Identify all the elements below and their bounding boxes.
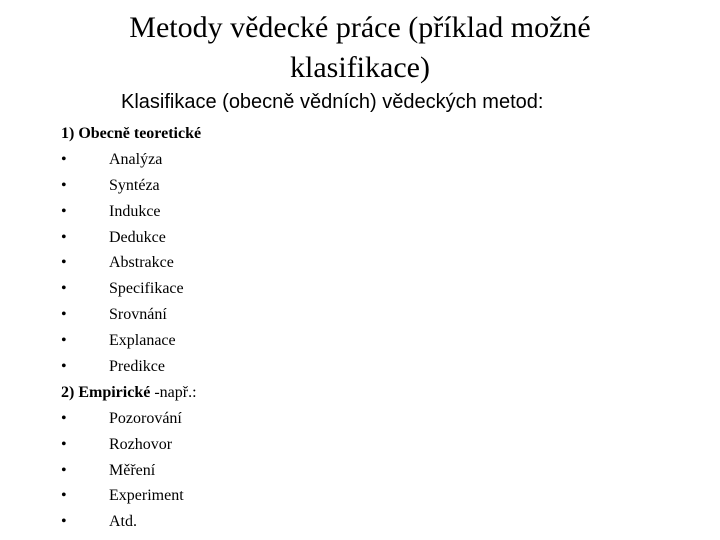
list-item-label: Rozhovor — [109, 435, 173, 453]
bullet-icon: • — [61, 513, 67, 531]
bullet-icon: • — [61, 332, 67, 350]
list-item-label: Atd. — [109, 513, 137, 531]
bullet-icon: • — [61, 461, 67, 479]
bullet-icon: • — [61, 306, 67, 324]
list-item-label: Dedukce — [109, 228, 166, 246]
bullet-icon: • — [61, 435, 67, 453]
list-item-label: Predikce — [109, 358, 165, 376]
bullet-icon: • — [61, 487, 67, 505]
list-item-label: Specifikace — [109, 280, 184, 298]
section-heading-theoretical — [61, 121, 701, 147]
list-item — [61, 354, 701, 380]
list-item — [61, 225, 701, 251]
list-item-label: Pozorování — [109, 409, 182, 427]
list-item — [61, 276, 701, 302]
section-heading-empirical — [61, 380, 701, 406]
list-item — [61, 406, 701, 432]
list-item-label: Abstrakce — [109, 254, 174, 272]
bullet-icon: • — [61, 280, 67, 298]
method-list — [61, 121, 701, 535]
section-heading-suffix: -např.: — [150, 383, 197, 401]
list-item — [61, 199, 701, 225]
list-item — [61, 250, 701, 276]
list-item-label: Srovnání — [109, 306, 167, 324]
list-item-label: Analýza — [109, 150, 163, 168]
bullet-icon: • — [61, 358, 67, 376]
list-item-label: Syntéza — [109, 176, 160, 194]
list-item-label: Měření — [109, 461, 156, 479]
list-item — [61, 458, 701, 484]
list-item — [61, 483, 701, 509]
list-item — [61, 509, 701, 535]
list-item-label: Indukce — [109, 202, 161, 220]
list-item — [61, 302, 701, 328]
section-heading-label: 2) Empirické — [61, 383, 151, 401]
slide-title-line-2: klasifikace) — [290, 51, 430, 84]
section-heading-label: 1) Obecně teoretické — [61, 125, 202, 142]
bullet-icon: • — [61, 228, 67, 246]
list-item — [61, 432, 701, 458]
bullet-icon: • — [61, 176, 67, 194]
list-item — [61, 328, 701, 354]
bullet-icon: • — [61, 150, 67, 168]
list-item-label: Explanace — [109, 332, 176, 350]
bullet-icon: • — [61, 409, 67, 427]
list-item-label: Experiment — [109, 487, 184, 505]
slide-title — [0, 8, 720, 88]
slide-subtitle: Klasifikace (obecně vědních) vědeckých metod: — [121, 91, 544, 113]
bullet-icon: • — [61, 202, 67, 220]
bullet-icon: • — [61, 254, 67, 272]
list-item — [61, 147, 701, 173]
slide-title-line-1: Metody vědecké práce (příklad možné — [129, 11, 591, 44]
list-item — [61, 173, 701, 199]
